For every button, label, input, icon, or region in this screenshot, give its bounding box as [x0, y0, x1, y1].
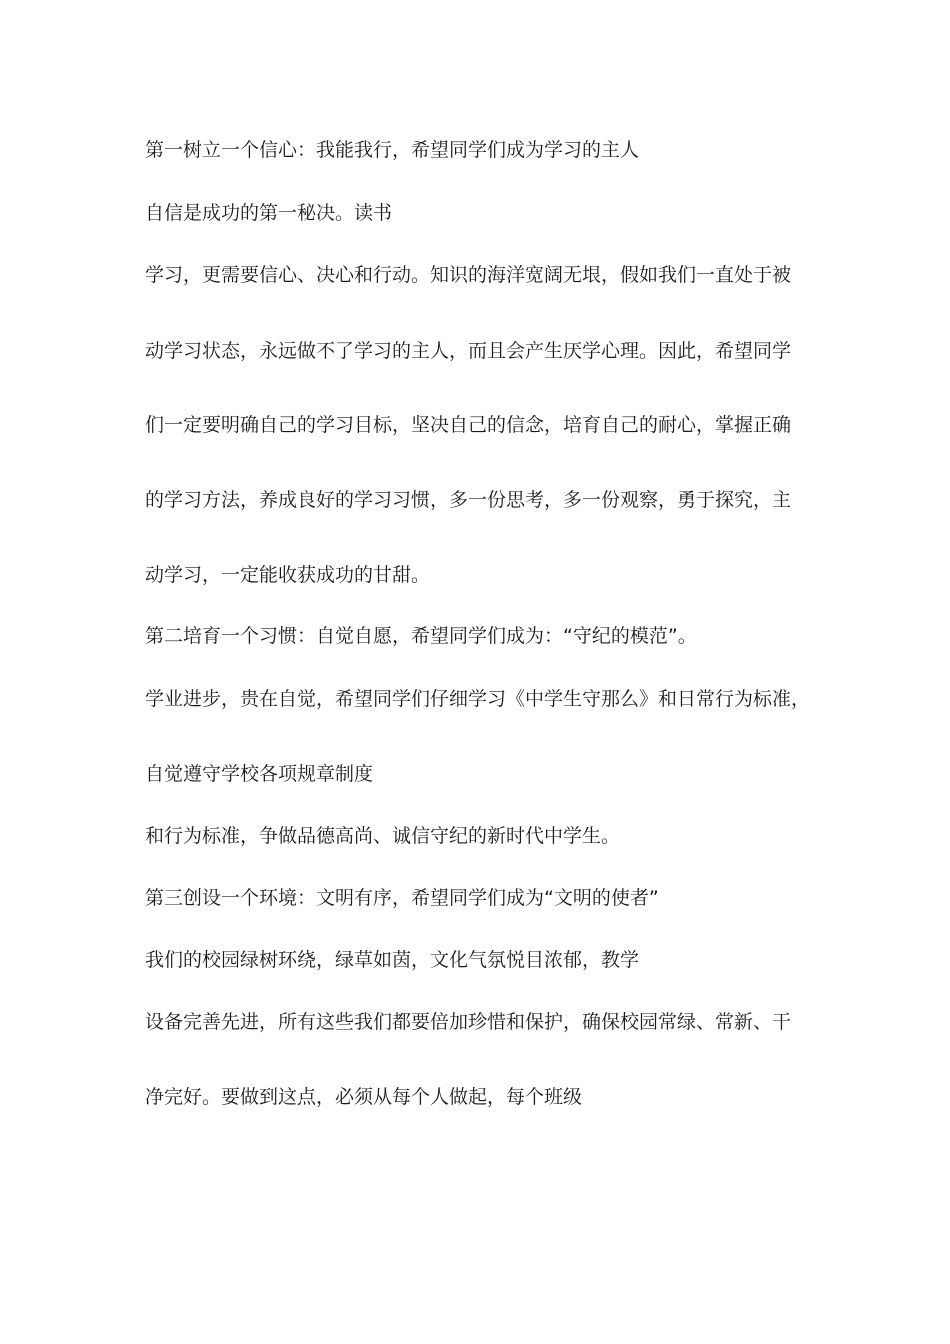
- heading-third-environment: 第三创设一个环境：文明有序，希望同学们成为“文明的使者”: [145, 887, 659, 909]
- paragraph-line: 净完好。要做到这点，必须从每个人做起，每个班级: [145, 1086, 583, 1108]
- paragraph-line: 们一定要明确自己的学习目标，坚决自己的信念，培育自己的耐心，掌握正确: [145, 414, 792, 436]
- heading-second-habit: 第二培育一个习惯：自觉自愿，希望同学们成为：“守纪的模范”。: [145, 625, 697, 647]
- paragraph-line: 和行为标准，争做品德高尚、诚信守纪的新时代中学生。: [145, 825, 621, 847]
- paragraph-line: 自觉遵守学校各项规章制度: [145, 763, 374, 785]
- paragraph-line: 设备完善先进，所有这些我们都要倍加珍惜和保护，确保校园常绿、常新、干: [145, 1011, 792, 1033]
- paragraph-line: 学习，更需要信心、决心和行动。知识的海洋宽阔无垠，假如我们一直处于被: [145, 264, 792, 286]
- paragraph-line: 动学习状态，永远做不了学习的主人，而且会产生厌学心理。因此，希望同学: [145, 340, 792, 362]
- heading-first-confidence: 第一树立一个信心：我能我行，希望同学们成为学习的主人: [145, 139, 640, 161]
- paragraph-line: 的学习方法，养成良好的学习习惯，多一份思考，多一份观察，勇于探究，主: [145, 489, 792, 511]
- paragraph-line: 学业进步，贵在自觉，希望同学们仔细学习《中学生守那么》和日常行为标准，: [145, 688, 811, 710]
- paragraph-line: 自信是成功的第一秘决。读书: [145, 202, 393, 224]
- paragraph-line: 我们的校园绿树环绕，绿草如茵，文化气氛悦目浓郁，教学: [145, 949, 640, 971]
- paragraph-line: 动学习，一定能收获成功的甘甜。: [145, 564, 431, 586]
